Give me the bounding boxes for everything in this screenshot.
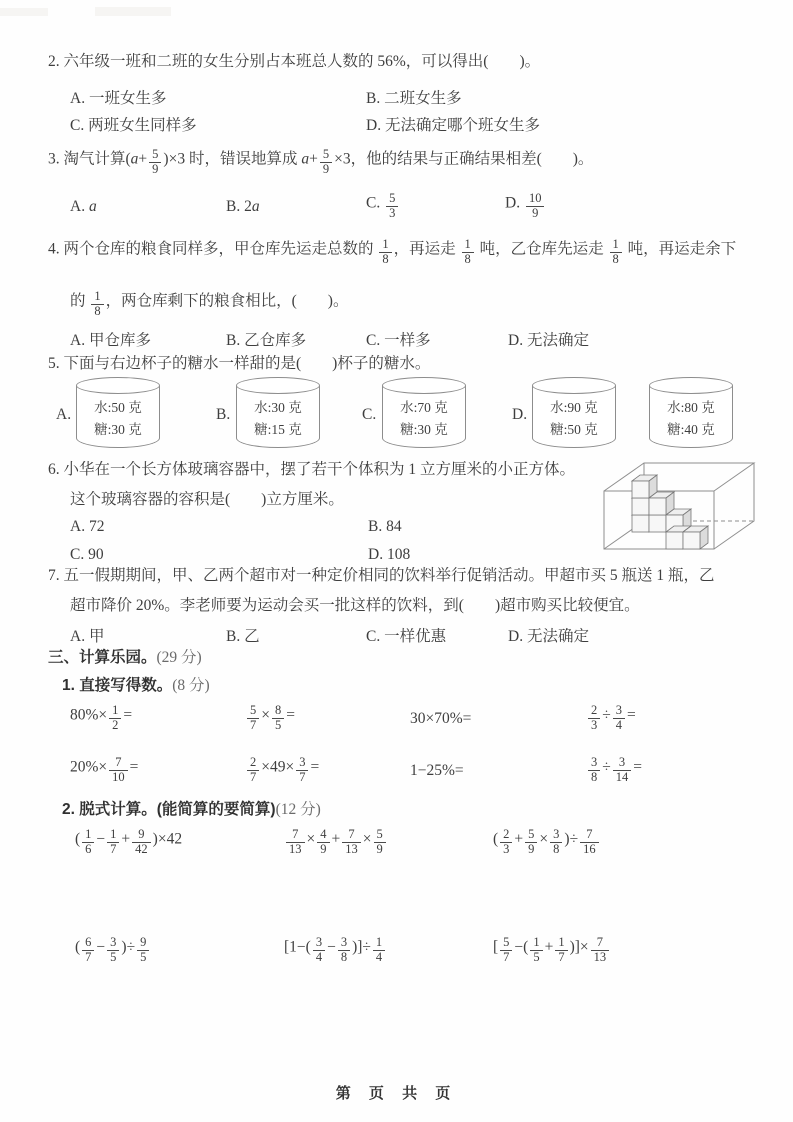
- cup-b-sugar: 糖:15 克: [254, 421, 302, 437]
- scan-artifact: [95, 7, 171, 16]
- question-7-option-c: C. 一样优惠: [366, 628, 447, 645]
- question-3-option-d: D. $\frac{10}{9}$: [505, 192, 546, 220]
- question-6-option-d: D. 108: [368, 546, 411, 563]
- question-4-option-a: A. 甲仓库多: [70, 332, 151, 349]
- question-4-line2: 的 $\frac{1}{8}$ ，两仓库剩下的粮食相比，( )。: [70, 289, 349, 318]
- question-7-option-a: A. 甲: [70, 628, 105, 645]
- cup-d-label: D.: [512, 406, 528, 423]
- question-6-option-c: C. 90: [70, 546, 104, 563]
- direct-calc-6: $\frac{2}{7}$ ×49× $\frac{3}{7}$ =: [245, 756, 319, 784]
- cup-d-water: 水:90 克: [550, 400, 598, 415]
- cubes-in-container-figure: [598, 455, 762, 559]
- page-footer: 第 页 共 页: [335, 1085, 458, 1102]
- question-6-option-b: B. 84: [368, 518, 402, 535]
- expression-2: $\frac{7}{13}$ × $\frac{4}{9}$ + $\frac{7}{13}$ × $\frac{5}{9}$: [284, 828, 388, 856]
- cup-d: [532, 386, 616, 448]
- question-2-option-a: A. 一班女生多: [70, 90, 167, 107]
- subsection-2-heading: [62, 800, 321, 820]
- cup-reference: [649, 386, 733, 448]
- question-2-text: 2. 六年级一班和二班的女生分别占本班总人数的 56%，可以得出( )。: [48, 53, 541, 70]
- cup-c: [382, 386, 466, 448]
- cup-c-sugar: 糖:30 克: [400, 421, 448, 437]
- question-2-option-c: C. 两班女生同样多: [70, 117, 197, 134]
- cup-c-water: 水:70 克: [400, 400, 448, 415]
- question-6-line2: 这个玻璃容器的容积是( )立方厘米。: [70, 491, 344, 508]
- cup-b: [236, 386, 320, 448]
- direct-calc-4: $\frac{2}{3}$ ÷ $\frac{3}{4}$ =: [586, 704, 636, 732]
- direct-calc-8: $\frac{3}{8}$ ÷ $\frac{3}{14}$ =: [586, 756, 642, 784]
- subsection-1-title: 1. 直接写得数。: [62, 677, 173, 694]
- question-7-option-d: D. 无法确定: [508, 628, 589, 645]
- direct-calc-2: $\frac{5}{7}$ × $\frac{8}{5}$ =: [245, 704, 295, 732]
- cup-b-water: 水:30 克: [254, 400, 302, 415]
- question-3-text: 3. 淘气计算(a+ $\frac{5}{9}$ )×3 时，错误地算成 a+ $\frac{5}{9}$ ×3，他的结果与正确结果相差( )。: [48, 147, 594, 176]
- question-4-option-d: D. 无法确定: [508, 332, 589, 349]
- cup-a-label: A.: [56, 406, 72, 423]
- direct-calc-7: 1−25%=: [410, 762, 464, 779]
- direct-calc-5: 20%× $\frac{7}{10}$ =: [70, 755, 139, 784]
- cup-reference-water: 水:80 克: [667, 400, 715, 415]
- question-4-line1: 4. 两个仓库的粮食同样多，甲仓库先运走总数的 $\frac{1}{8}$ ，再运走 $\frac{1}{8}$ 吨，乙仓库先运走 $\frac{1}{8}$ 吨，再运走余下: [48, 237, 737, 266]
- question-7-line2: 超市降价 20%。李老师要为运动会买一批这样的饮料，到( )超市购买比较便宜。: [70, 597, 640, 614]
- cup-a: [76, 386, 160, 448]
- question-2-option-d: D. 无法确定哪个班女生多: [366, 117, 540, 134]
- cup-b-label: B.: [216, 406, 231, 423]
- question-4-option-c: C. 一样多: [366, 332, 431, 349]
- question-6-line1: 6. 小华在一个长方体玻璃容器中，摆了若干个体积为 1 立方厘米的小正方体。: [48, 461, 576, 478]
- section-3-heading-title: 三、计算乐园。: [48, 649, 157, 666]
- question-5-text: 5. 下面与右边杯子的糖水一样甜的是( )杯子的糖水。: [48, 355, 431, 372]
- question-3-option-a: A. a: [70, 198, 97, 215]
- expression-4: ( $\frac{6}{7}$ − $\frac{3}{5}$ )÷ $\frac{9}{5}$: [75, 936, 151, 964]
- question-6-option-a: A. 72: [70, 518, 105, 535]
- question-7-option-b: B. 乙: [226, 628, 260, 645]
- subsection-2-score: (12 分): [275, 801, 321, 818]
- direct-calc-3: 30×70%=: [410, 710, 472, 727]
- expression-1: ( $\frac{1}{6}$ − $\frac{1}{7}$ + $\frac{9}{42}$ )×42: [75, 827, 183, 856]
- question-3-option-b: B. 2a: [226, 198, 260, 215]
- subsection-1-score: (8 分): [172, 677, 210, 694]
- subsection-2-title: 2. 脱式计算。(能简算的要简算): [62, 801, 276, 818]
- cup-a-sugar: 糖:30 克: [94, 421, 142, 437]
- question-4-option-b: B. 乙仓库多: [226, 332, 307, 349]
- expression-3: ( $\frac{2}{3}$ + $\frac{5}{9}$ × $\frac{3}{8}$ )÷ $\frac{7}{16}$: [493, 828, 601, 856]
- cup-reference-sugar: 糖:40 克: [667, 421, 715, 437]
- direct-calc-1: 80%× $\frac{1}{2}$ =: [70, 703, 133, 732]
- question-7-line1: 7. 五一假期期间，甲、乙两个超市对一种定价相同的饮料举行促销活动。甲超市买 5 瓶送 1 瓶，乙: [48, 567, 715, 584]
- section-3-heading: [48, 648, 202, 668]
- cup-c-label: C.: [362, 406, 377, 423]
- section-3-heading-score: (29 分): [156, 649, 202, 666]
- scan-artifact: [0, 8, 48, 16]
- expression-5: [1−( $\frac{3}{4}$ − $\frac{3}{8}$ )]÷ $\frac{1}{4}$: [284, 936, 387, 964]
- question-2-option-b: B. 二班女生多: [366, 90, 462, 107]
- subsection-1-heading: [62, 676, 210, 696]
- expression-6: [ $\frac{5}{7}$ −( $\frac{1}{5}$ + $\frac{1}{7}$ )]× $\frac{7}{13}$: [493, 936, 611, 964]
- question-3-option-c: C. $\frac{5}{3}$: [366, 192, 400, 220]
- cup-a-water: 水:50 克: [94, 400, 142, 415]
- cup-d-sugar: 糖:50 克: [550, 421, 598, 437]
